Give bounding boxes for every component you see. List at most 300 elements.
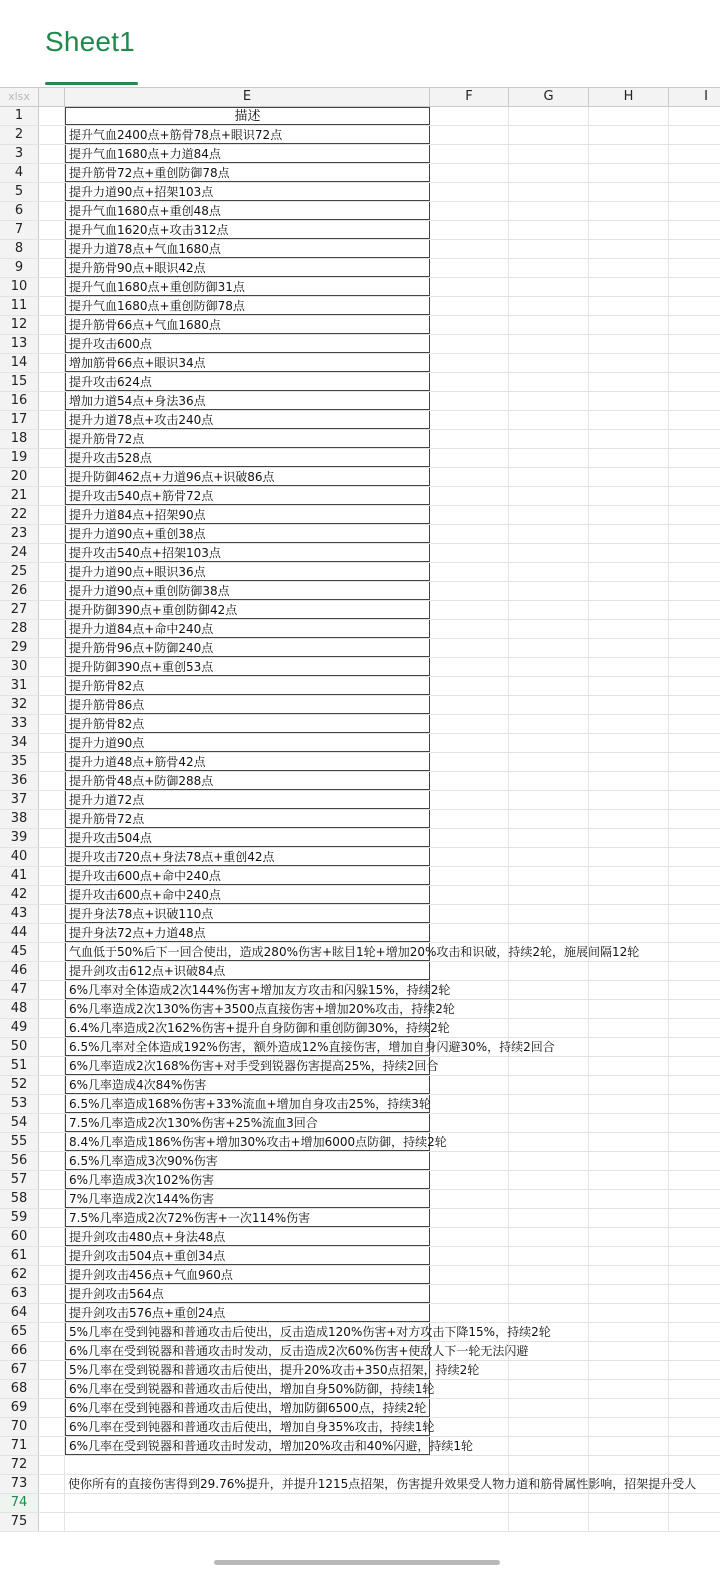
row-number[interactable]: 41 — [0, 867, 39, 885]
cell-g[interactable] — [509, 487, 589, 505]
cell-g[interactable] — [509, 449, 589, 467]
cell-h[interactable] — [589, 1380, 669, 1398]
row-number[interactable]: 26 — [0, 582, 39, 600]
cell-g[interactable] — [509, 1513, 589, 1531]
row-number[interactable]: 65 — [0, 1323, 39, 1341]
cell-d[interactable] — [39, 525, 65, 543]
cell-g[interactable] — [509, 1247, 589, 1265]
row-number[interactable]: 25 — [0, 563, 39, 581]
cell-h[interactable] — [589, 107, 669, 125]
column-header-f[interactable]: F — [430, 88, 509, 106]
cell-g[interactable] — [509, 620, 589, 638]
cell-d[interactable] — [39, 1114, 65, 1132]
cell-d[interactable] — [39, 126, 65, 144]
cell-description[interactable]: 气血低于50%后下一回合使出，造成280%伤害+眩目1轮+增加20%攻击和识破，持续2轮，施展间隔12轮 — [65, 943, 430, 961]
cell-f[interactable] — [430, 677, 509, 695]
row-number[interactable]: 16 — [0, 392, 39, 410]
cell-d[interactable] — [39, 1152, 65, 1170]
cell-h[interactable] — [589, 639, 669, 657]
cell-h[interactable] — [589, 981, 669, 999]
cell-description[interactable]: 提升攻击720点+身法78点+重创42点 — [65, 848, 430, 866]
cell-f[interactable] — [430, 1095, 509, 1113]
cell-description[interactable]: 提升筋骨72点+重创防御78点 — [65, 164, 430, 182]
cell-d[interactable] — [39, 696, 65, 714]
row-number[interactable]: 39 — [0, 829, 39, 847]
cell-g[interactable] — [509, 430, 589, 448]
cell-d[interactable] — [39, 1437, 65, 1455]
cell-description[interactable]: 增加筋骨66点+眼识34点 — [65, 354, 430, 372]
cell-d[interactable] — [39, 981, 65, 999]
row-number[interactable]: 5 — [0, 183, 39, 201]
cell-h[interactable] — [589, 753, 669, 771]
cell-h[interactable] — [589, 1304, 669, 1322]
row-number[interactable]: 63 — [0, 1285, 39, 1303]
cell-f[interactable] — [430, 164, 509, 182]
cell-h[interactable] — [589, 1323, 669, 1341]
cell-d[interactable] — [39, 1247, 65, 1265]
cell-h[interactable] — [589, 1095, 669, 1113]
cell-h[interactable] — [589, 1228, 669, 1246]
cell-description[interactable]: 6%几率造成2次130%伤害+3500点直接伤害+增加20%攻击，持续2轮 — [65, 1000, 430, 1018]
cell-h[interactable] — [589, 1000, 669, 1018]
cell-d[interactable] — [39, 1380, 65, 1398]
row-number[interactable]: 72 — [0, 1456, 39, 1474]
cell-h[interactable] — [589, 202, 669, 220]
cell-g[interactable] — [509, 1114, 589, 1132]
cell-f[interactable] — [430, 221, 509, 239]
cell-g[interactable] — [509, 1171, 589, 1189]
cell-description[interactable]: 6%几率在受到锐器和普通攻击时发动，增加20%攻击和40%闪避，持续1轮 — [65, 1437, 430, 1455]
row-number[interactable]: 55 — [0, 1133, 39, 1151]
cell-description[interactable]: 提升气血2400点+筋骨78点+眼识72点 — [65, 126, 430, 144]
row-number[interactable]: 64 — [0, 1304, 39, 1322]
cell-d[interactable] — [39, 1304, 65, 1322]
cell-g[interactable] — [509, 563, 589, 581]
cell-g[interactable] — [509, 1361, 589, 1379]
cell-g[interactable] — [509, 1095, 589, 1113]
cell-f[interactable] — [430, 772, 509, 790]
cell-f[interactable] — [430, 1057, 509, 1075]
cell-h[interactable] — [589, 563, 669, 581]
cell-d[interactable] — [39, 1209, 65, 1227]
cell-d[interactable] — [39, 1285, 65, 1303]
row-number[interactable]: 14 — [0, 354, 39, 372]
cell-d[interactable] — [39, 297, 65, 315]
spreadsheet-grid[interactable] — [0, 87, 720, 1532]
cell-description[interactable]: 提升气血1680点+力道84点 — [65, 145, 430, 163]
cell-f[interactable] — [430, 867, 509, 885]
cell-description[interactable]: 7.5%几率造成2次72%伤害+一次114%伤害 — [65, 1209, 430, 1227]
cell-g[interactable] — [509, 848, 589, 866]
row-number[interactable]: 71 — [0, 1437, 39, 1455]
cell-h[interactable] — [589, 449, 669, 467]
cell-h[interactable] — [589, 1247, 669, 1265]
cell-h[interactable] — [589, 601, 669, 619]
row-number[interactable]: 60 — [0, 1228, 39, 1246]
cell-description[interactable]: 提升防御462点+力道96点+识破86点 — [65, 468, 430, 486]
cell-description[interactable]: 提升剑攻击456点+气血960点 — [65, 1266, 430, 1284]
cell-h[interactable] — [589, 373, 669, 391]
cell-description[interactable]: 提升筋骨66点+气血1680点 — [65, 316, 430, 334]
cell-h[interactable] — [589, 620, 669, 638]
header-cell-description[interactable]: 描述 — [65, 107, 430, 125]
cell-description[interactable]: 使你所有的直接伤害得到29.76%提升，并提升1215点招架，伤害提升效果受人物力道和筋骨属性影响，招架提升受人 — [68, 1477, 697, 1491]
row-number[interactable]: 7 — [0, 221, 39, 239]
cell-h[interactable] — [589, 354, 669, 372]
cell-f[interactable] — [430, 411, 509, 429]
cell-f[interactable] — [430, 1418, 509, 1436]
cell-h[interactable] — [589, 1133, 669, 1151]
row-number[interactable]: 15 — [0, 373, 39, 391]
cell-g[interactable] — [509, 658, 589, 676]
row-number[interactable]: 30 — [0, 658, 39, 676]
cell-description[interactable]: 提升力道84点+命中240点 — [65, 620, 430, 638]
row-number[interactable]: 31 — [0, 677, 39, 695]
cell-h[interactable] — [589, 848, 669, 866]
cell-f[interactable] — [430, 734, 509, 752]
cell-h[interactable] — [589, 1114, 669, 1132]
cell-description[interactable]: 提升筋骨48点+防御288点 — [65, 772, 430, 790]
cell-g[interactable] — [509, 1380, 589, 1398]
cell-h[interactable] — [589, 487, 669, 505]
cell-d[interactable] — [39, 468, 65, 486]
cell-h[interactable] — [589, 1456, 669, 1474]
cell-g[interactable] — [509, 1494, 589, 1512]
cell-h[interactable] — [589, 810, 669, 828]
row-number[interactable]: 58 — [0, 1190, 39, 1208]
cell-description[interactable]: 提升力道90点 — [65, 734, 430, 752]
cell-g[interactable] — [509, 1437, 589, 1455]
cell-f[interactable] — [430, 449, 509, 467]
cell-description[interactable]: 7%几率造成2次144%伤害 — [65, 1190, 430, 1208]
cell-g[interactable] — [509, 1019, 589, 1037]
row-number[interactable]: 12 — [0, 316, 39, 334]
cell-description[interactable]: 6.5%几率造成3次90%伤害 — [65, 1152, 430, 1170]
cell-d[interactable] — [39, 658, 65, 676]
cell-h[interactable] — [589, 278, 669, 296]
cell-g[interactable] — [509, 1152, 589, 1170]
cell-description[interactable]: 6.4%几率造成2次162%伤害+提升自身防御和重创防御30%，持续2轮 — [65, 1019, 430, 1037]
cell-f[interactable] — [430, 107, 509, 125]
column-header-e[interactable]: E — [65, 88, 430, 106]
cell-description[interactable]: 提升剑攻击564点 — [65, 1285, 430, 1303]
column-header-g[interactable]: G — [509, 88, 589, 106]
cell-description[interactable]: 6%几率造成4次84%伤害 — [65, 1076, 430, 1094]
cell-d[interactable] — [39, 145, 65, 163]
cell-g[interactable] — [509, 867, 589, 885]
cell-f[interactable] — [430, 1266, 509, 1284]
cell-f[interactable] — [430, 582, 509, 600]
cell-d[interactable] — [39, 1190, 65, 1208]
row-number[interactable]: 4 — [0, 164, 39, 182]
cell-h[interactable] — [589, 1437, 669, 1455]
row-number[interactable]: 50 — [0, 1038, 39, 1056]
cell-description[interactable]: 提升筋骨90点+眼识42点 — [65, 259, 430, 277]
cell-f[interactable] — [430, 278, 509, 296]
cell-g[interactable] — [509, 886, 589, 904]
cell-d[interactable] — [39, 1266, 65, 1284]
cell-d[interactable] — [39, 867, 65, 885]
cell-description[interactable]: 6%几率造成3次102%伤害 — [65, 1171, 430, 1189]
row-number[interactable]: 68 — [0, 1380, 39, 1398]
cell-d[interactable] — [39, 1133, 65, 1151]
row-number[interactable]: 23 — [0, 525, 39, 543]
cell-g[interactable] — [509, 810, 589, 828]
cell-g[interactable] — [509, 1076, 589, 1094]
cell-description[interactable]: 提升攻击540点+招架103点 — [65, 544, 430, 562]
cell-f[interactable] — [430, 886, 509, 904]
cell-description[interactable]: 提升攻击600点+命中240点 — [65, 886, 430, 904]
cell-h[interactable] — [589, 791, 669, 809]
cell-g[interactable] — [509, 164, 589, 182]
cell-description[interactable]: 6.5%几率造成168%伤害+33%流血+增加自身攻击25%，持续3轮 — [65, 1095, 430, 1113]
row-number[interactable]: 24 — [0, 544, 39, 562]
cell-g[interactable] — [509, 1266, 589, 1284]
cell-f[interactable] — [430, 810, 509, 828]
cell-d[interactable] — [39, 715, 65, 733]
cell-h[interactable] — [589, 1513, 669, 1531]
cell-d[interactable] — [39, 1038, 65, 1056]
cell-d[interactable] — [39, 1000, 65, 1018]
cell-description[interactable] — [65, 1456, 430, 1474]
cell-d[interactable] — [39, 1228, 65, 1246]
cell-description[interactable]: 提升气血1680点+重创防御78点 — [65, 297, 430, 315]
row-number[interactable]: 57 — [0, 1171, 39, 1189]
cell-h[interactable] — [589, 392, 669, 410]
cell-h[interactable] — [589, 259, 669, 277]
cell-description[interactable]: 提升身法78点+识破110点 — [65, 905, 430, 923]
row-number[interactable]: 38 — [0, 810, 39, 828]
cell-g[interactable] — [509, 373, 589, 391]
row-number[interactable]: 45 — [0, 943, 39, 961]
row-number[interactable]: 37 — [0, 791, 39, 809]
cell-h[interactable] — [589, 1399, 669, 1417]
row-number[interactable]: 56 — [0, 1152, 39, 1170]
cell-description[interactable]: 提升剑攻击612点+识破84点 — [65, 962, 430, 980]
cell-description[interactable]: 增加力道54点+身法36点 — [65, 392, 430, 410]
column-header-i[interactable]: I — [704, 89, 708, 104]
cell-description[interactable]: 提升身法72点+力道48点 — [65, 924, 430, 942]
cell-d[interactable] — [39, 924, 65, 942]
row-number[interactable]: 47 — [0, 981, 39, 999]
cell-f[interactable] — [430, 126, 509, 144]
cell-f[interactable] — [430, 1228, 509, 1246]
cell-f[interactable] — [430, 1456, 509, 1474]
cell-f[interactable] — [430, 1152, 509, 1170]
cell-g[interactable] — [509, 392, 589, 410]
cell-description[interactable]: 提升力道78点+攻击240点 — [65, 411, 430, 429]
row-number[interactable]: 75 — [0, 1513, 39, 1531]
cell-description[interactable]: 6%几率在受到锐器和普通攻击时发动，反击造成2次60%伤害+使敌人下一轮无法闪避 — [65, 1342, 430, 1360]
cell-f[interactable] — [430, 259, 509, 277]
cell-d[interactable] — [39, 563, 65, 581]
cell-d[interactable] — [39, 411, 65, 429]
cell-description[interactable]: 6%几率在受到钝器和普通攻击后使出，增加防御6500点，持续2轮 — [65, 1399, 430, 1417]
row-number[interactable]: 8 — [0, 240, 39, 258]
cell-f[interactable] — [430, 905, 509, 923]
cell-d[interactable] — [39, 183, 65, 201]
cell-d[interactable] — [39, 620, 65, 638]
cell-d[interactable] — [39, 1019, 65, 1037]
row-number[interactable]: 62 — [0, 1266, 39, 1284]
cell-description[interactable]: 提升剑攻击576点+重创24点 — [65, 1304, 430, 1322]
cell-g[interactable] — [509, 1133, 589, 1151]
cell-f[interactable] — [430, 829, 509, 847]
cell-f[interactable] — [430, 1076, 509, 1094]
cell-g[interactable] — [509, 506, 589, 524]
cell-description[interactable] — [65, 1513, 430, 1531]
cell-f[interactable] — [430, 544, 509, 562]
cell-description[interactable]: 提升气血1620点+攻击312点 — [65, 221, 430, 239]
cell-h[interactable] — [589, 1057, 669, 1075]
row-number[interactable]: 28 — [0, 620, 39, 638]
cell-g[interactable] — [509, 411, 589, 429]
cell-g[interactable] — [509, 791, 589, 809]
cell-g[interactable] — [509, 525, 589, 543]
cell-h[interactable] — [589, 1190, 669, 1208]
cell-d[interactable] — [39, 829, 65, 847]
cell-d[interactable] — [39, 392, 65, 410]
cell-description[interactable]: 提升力道78点+气血1680点 — [65, 240, 430, 258]
row-number[interactable]: 61 — [0, 1247, 39, 1265]
row-number[interactable]: 40 — [0, 848, 39, 866]
cell-d[interactable] — [39, 582, 65, 600]
cell-f[interactable] — [430, 1513, 509, 1531]
cell-d[interactable] — [39, 278, 65, 296]
cell-h[interactable] — [589, 715, 669, 733]
cell-description[interactable]: 提升攻击504点 — [65, 829, 430, 847]
cell-h[interactable] — [589, 886, 669, 904]
cell-d[interactable] — [39, 1057, 65, 1075]
cell-f[interactable] — [430, 202, 509, 220]
row-number[interactable]: 10 — [0, 278, 39, 296]
row-number[interactable]: 51 — [0, 1057, 39, 1075]
cell-f[interactable] — [430, 297, 509, 315]
row-number[interactable]: 3 — [0, 145, 39, 163]
cell-d[interactable] — [39, 1076, 65, 1094]
row-number[interactable]: 52 — [0, 1076, 39, 1094]
cell-d[interactable] — [39, 791, 65, 809]
cell-f[interactable] — [430, 468, 509, 486]
cell-g[interactable] — [509, 126, 589, 144]
cell-d[interactable] — [39, 430, 65, 448]
cell-f[interactable] — [430, 1247, 509, 1265]
cell-h[interactable] — [589, 221, 669, 239]
row-number[interactable]: 32 — [0, 696, 39, 714]
cell-f[interactable] — [430, 487, 509, 505]
cell-f[interactable] — [430, 506, 509, 524]
row-number[interactable]: 1 — [0, 107, 39, 125]
cell-description[interactable]: 提升防御390点+重创防御42点 — [65, 601, 430, 619]
cell-g[interactable] — [509, 772, 589, 790]
cell-f[interactable] — [430, 373, 509, 391]
column-header-d[interactable] — [39, 88, 65, 106]
cell-h[interactable] — [589, 1019, 669, 1037]
row-number[interactable]: 6 — [0, 202, 39, 220]
cell-d[interactable] — [39, 848, 65, 866]
cell-g[interactable] — [509, 582, 589, 600]
cell-f[interactable] — [430, 1494, 509, 1512]
cell-description[interactable]: 提升剑攻击504点+重创34点 — [65, 1247, 430, 1265]
cell-g[interactable] — [509, 544, 589, 562]
row-number[interactable]: 70 — [0, 1418, 39, 1436]
cell-d[interactable] — [39, 601, 65, 619]
cell-h[interactable] — [589, 525, 669, 543]
row-number[interactable]: 42 — [0, 886, 39, 904]
cell-g[interactable] — [509, 677, 589, 695]
cell-f[interactable] — [430, 525, 509, 543]
row-number[interactable]: 29 — [0, 639, 39, 657]
cell-description[interactable]: 6%几率在受到锐器和普通攻击后使出，增加自身50%防御，持续1轮 — [65, 1380, 430, 1398]
cell-g[interactable] — [509, 1418, 589, 1436]
cell-h[interactable] — [589, 829, 669, 847]
cell-h[interactable] — [589, 126, 669, 144]
cell-h[interactable] — [589, 867, 669, 885]
cell-g[interactable] — [509, 221, 589, 239]
cell-d[interactable] — [39, 202, 65, 220]
cell-f[interactable] — [430, 753, 509, 771]
cell-f[interactable] — [430, 240, 509, 258]
cell-h[interactable] — [589, 544, 669, 562]
cell-description[interactable]: 8.4%几率造成186%伤害+增加30%攻击+增加6000点防御，持续2轮 — [65, 1133, 430, 1151]
row-number[interactable]: 59 — [0, 1209, 39, 1227]
cell-f[interactable] — [430, 620, 509, 638]
cell-g[interactable] — [509, 734, 589, 752]
row-number[interactable]: 73 — [0, 1475, 39, 1493]
row-number[interactable]: 21 — [0, 487, 39, 505]
cell-g[interactable] — [509, 696, 589, 714]
cell-d[interactable] — [39, 335, 65, 353]
cell-g[interactable] — [509, 1209, 589, 1227]
cell-f[interactable] — [430, 1304, 509, 1322]
cell-g[interactable] — [509, 297, 589, 315]
cell-f[interactable] — [430, 354, 509, 372]
cell-d[interactable] — [39, 905, 65, 923]
cell-description[interactable]: 提升筋骨96点+防御240点 — [65, 639, 430, 657]
cell-g[interactable] — [509, 1000, 589, 1018]
cell-d[interactable] — [39, 1361, 65, 1379]
cell-d[interactable] — [39, 1171, 65, 1189]
row-number[interactable]: 43 — [0, 905, 39, 923]
cell-d[interactable] — [39, 1513, 65, 1531]
cell-f[interactable] — [430, 1114, 509, 1132]
cell-g[interactable] — [509, 962, 589, 980]
cell-g[interactable] — [509, 829, 589, 847]
column-header-h[interactable]: H — [589, 88, 669, 106]
cell-f[interactable] — [430, 1399, 509, 1417]
cell-g[interactable] — [509, 1057, 589, 1075]
cell-g[interactable] — [509, 924, 589, 942]
cell-d[interactable] — [39, 639, 65, 657]
cell-h[interactable] — [589, 240, 669, 258]
cell-d[interactable] — [39, 164, 65, 182]
cell-h[interactable] — [589, 1152, 669, 1170]
row-number[interactable]: 69 — [0, 1399, 39, 1417]
cell-d[interactable] — [39, 962, 65, 980]
cell-d[interactable] — [39, 886, 65, 904]
cell-h[interactable] — [589, 677, 669, 695]
cell-h[interactable] — [589, 1418, 669, 1436]
cell-d[interactable] — [39, 677, 65, 695]
cell-description[interactable]: 5%几率在受到钝器和普通攻击后使出，反击造成120%伤害+对方攻击下降15%，持续2轮 — [65, 1323, 430, 1341]
cell-f[interactable] — [430, 601, 509, 619]
cell-f[interactable] — [430, 848, 509, 866]
cell-g[interactable] — [509, 1456, 589, 1474]
row-number[interactable]: 46 — [0, 962, 39, 980]
cell-g[interactable] — [509, 981, 589, 999]
cell-h[interactable] — [589, 582, 669, 600]
cell-d[interactable] — [39, 1494, 65, 1512]
